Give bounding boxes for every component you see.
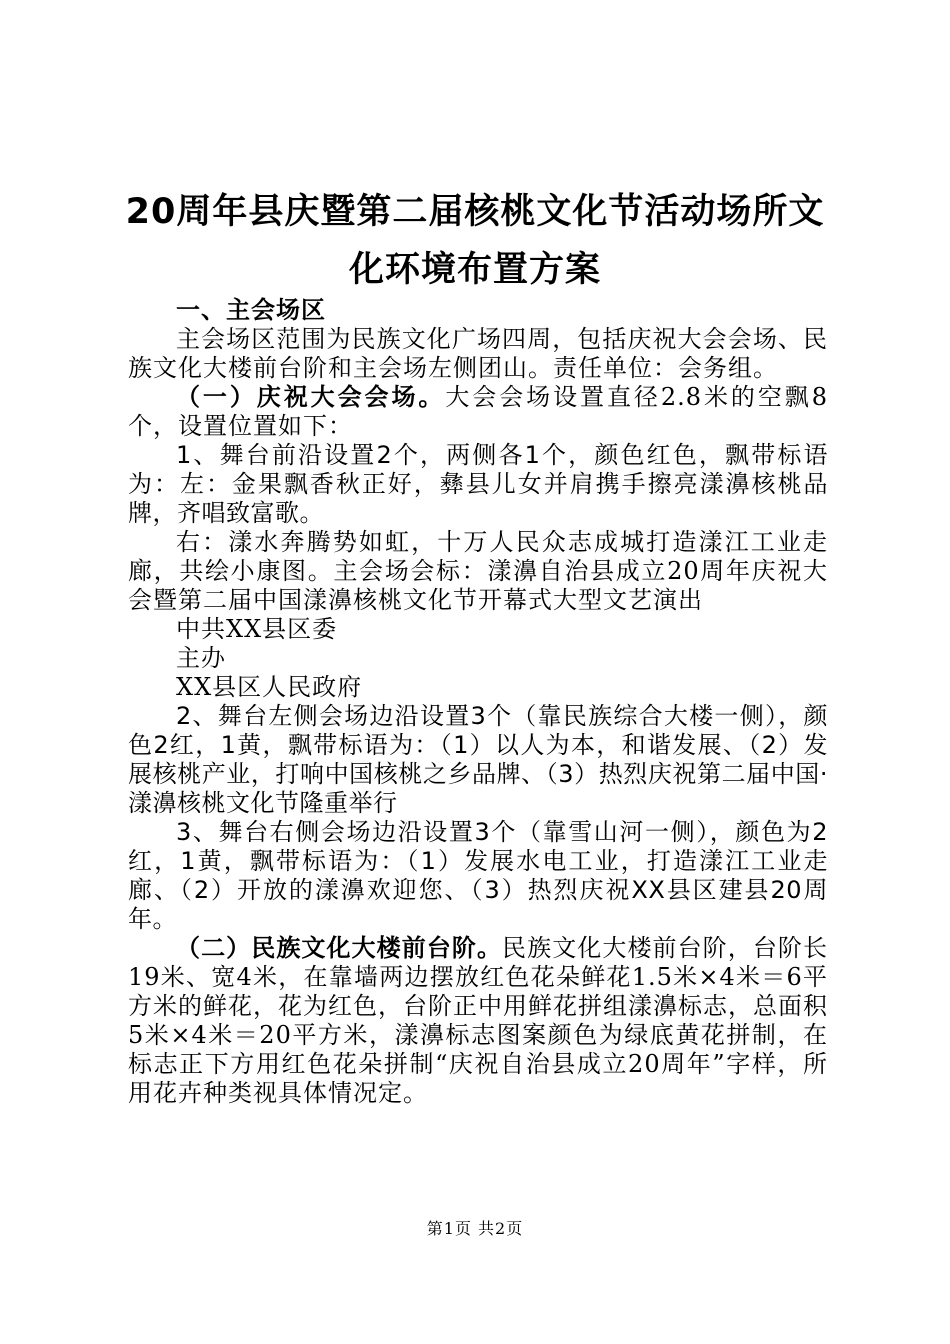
- paragraph-right-banner: 右：漾水奔腾势如虹，十万人民众志成城打造漾江工业走廊，共绘小康图。主会场会标：漾濞自治县成立20周年庆祝大会暨第二届中国漾濞核桃文化节开幕式大型文艺演出: [128, 528, 828, 614]
- paragraph-stage-left: 2、舞台左侧会场边沿设置3个（靠民族综合大楼一侧），颜色2红，1黄，飘带标语为：（1）以人为本，和谐发展、（2）发展核桃产业，打响中国核桃之乡品牌、（3）热烈庆祝第二届中国·漾濞核桃文化节隆重举行: [128, 702, 828, 817]
- paragraph-building-steps-text: 民族文化大楼前台阶，台阶长19米、宽4米，在靠墙两边摆放红色花朵鲜花1.5米×4米＝6平方米的鲜花，花为红色，台阶正中用鲜花拼组漾濞标志，总面积5米×4米＝20平方米，漾濞标志图案颜色为绿底黄花拼制，在标志正下方用红色花朵拼制“庆祝自治县成立20周年”字样，所用花卉种类视具体情况定。: [128, 934, 829, 1107]
- paragraph-conference-venue-text: 大会会场设置直径2.8米的空飘8个，设置位置如下：: [128, 383, 828, 440]
- paragraph-conference-venue: [128, 383, 828, 441]
- document-title-line-2: 化环境布置方案: [348, 250, 601, 290]
- paragraph-building-steps: [128, 934, 828, 1108]
- document-title-line-1: 20周年县庆暨第二届核桃文化节活动场所文: [125, 192, 825, 232]
- paragraph-stage-front: 1、舞台前沿设置2个，两侧各1个，颜色红色，飘带标语为：左：金果飘香秋正好，彝县儿女并肩携手擦亮漾濞核桃品牌，齐唱致富歌。: [128, 441, 828, 527]
- section-heading: 一、主会场区: [176, 296, 326, 324]
- subheading-building-steps: （二）民族文化大楼前台阶。: [176, 934, 503, 962]
- paragraph-stage-right: 3、舞台右侧会场边沿设置3个（靠雪山河一侧），颜色为2红，1黄，飘带标语为：（1）发展水电工业，打造漾江工业走廊、（2）开放的漾濞欢迎您、（3）热烈庆祝XX县区建县20周年。: [128, 818, 828, 933]
- organizer-line-3: XX县区人民政府: [176, 673, 363, 701]
- document-body: [128, 296, 828, 1108]
- paragraph-scope: 主会场区范围为民族文化广场四周，包括庆祝大会会场、民族文化大楼前台阶和主会场左侧团山。责任单位：会务组。: [128, 325, 828, 382]
- page-footer: 第1页 共2页: [426, 1219, 524, 1238]
- subheading-conference-venue: （一）庆祝大会会场。: [176, 383, 446, 411]
- organizer-line-2: 主办: [176, 644, 226, 672]
- organizer-line-1: 中共XX县区委: [176, 615, 338, 643]
